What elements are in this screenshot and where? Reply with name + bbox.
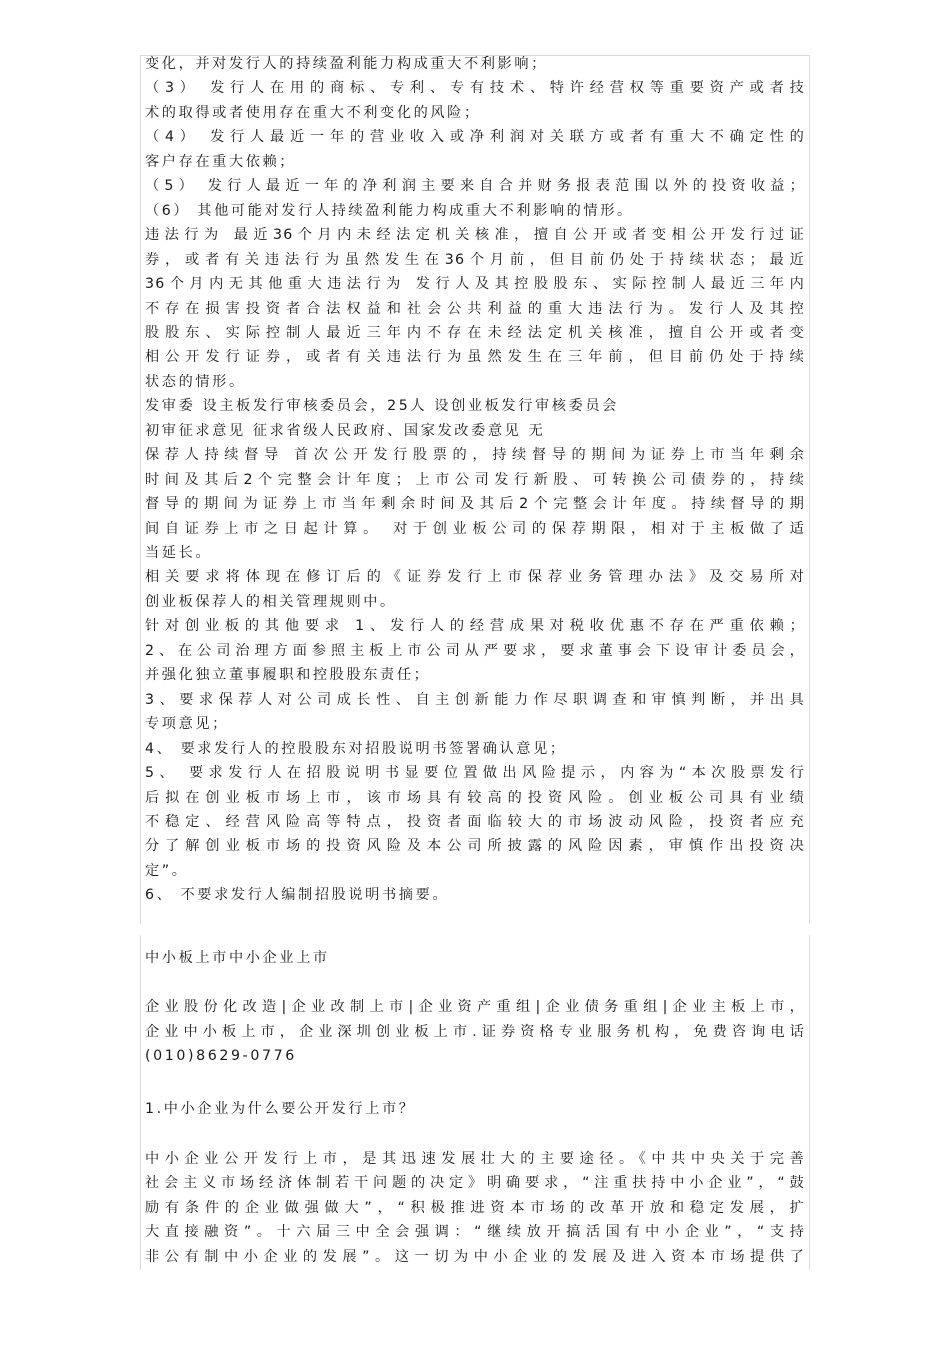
paragraph-line: 非公有制中小企业的发展”。这一切为中小企业的发展及进入资本市场提供了: [145, 1248, 805, 1265]
text-line: 4、 要求发行人的控股股东对招股说明书签署确认意见；: [145, 740, 567, 757]
text-line: 发审委 设主板发行审核委员会，25人 设创业板发行审核委员会: [145, 398, 619, 415]
text-line: 客户存在重大依赖；: [145, 153, 297, 170]
paragraph-line: 中小企业公开发行上市，是其迅速发展壮大的主要途径。《中共中央关于完善: [145, 1151, 805, 1167]
text-line: 创业板保荐人的相关管理规则中。: [145, 593, 397, 610]
text-line: 36个月内无其他重大违法行为 发行人及其控股股东、实际控制人最近三年内: [145, 276, 805, 293]
text-line: 定”。: [145, 862, 189, 879]
text-line: （5） 发行人最近一年的净利润主要来自合并财务报表范围以外的投资收益；: [145, 178, 805, 195]
paragraph-line: 励有条件的企业做强做大”，“积极推进资本市场的改革开放和稳定发展，扩: [145, 1199, 805, 1216]
text-line: 专项意见；: [145, 716, 229, 733]
text-line: （4） 发行人最近一年的营业收入或净利润对关联方或者有重大不确定性的: [145, 129, 805, 146]
text-line: 初审征求意见 征求省级人民政府、国家发改委意见 无: [145, 422, 546, 439]
paragraph-line: 社会主义市场经济体制若干问题的决定》明确要求，“注重扶持中小企业”，“鼓: [145, 1175, 805, 1192]
ad-line: 企业股份化改造|企业改制上市|企业资产重组|企业债务重组|企业主板上市，: [145, 999, 805, 1015]
text-line: 当延长。: [145, 545, 213, 561]
text-line: 违法行为 最近36个月内未经法定机关核准，擅自公开或者变相公开发行过证: [145, 227, 805, 244]
text-line: 状态的情形。: [145, 373, 246, 390]
text-line: 术的取得或者使用存在重大不利变化的风险；: [145, 104, 481, 121]
text-line: （6） 其他可能对发行人持续盈利能力构成重大不利影响的情形。: [145, 202, 634, 219]
question-heading: 1.中小企业为什么要公开发行上市？: [145, 1101, 416, 1117]
section-heading: 中小板上市中小企业上市: [145, 950, 330, 966]
text-line: 相公开发行证券，或者有关违法行为虽然发生在三年前，但目前仍处于持续: [145, 349, 805, 366]
text-line: 3、要求保荐人对公司成长性、自主创新能力作尽职调查和审慎判断，并出具: [145, 691, 805, 708]
text-line: 并强化独立董事履职和控股股东责任；: [145, 667, 431, 684]
ad-line: 企业中小板上市，企业深圳创业板上市.证券资格专业服务机构，免费咨询电话: [145, 1023, 805, 1040]
text-line: 不稳定、经营风险高等特点，投资者面临较大的市场波动风险，投资者应充: [145, 813, 805, 830]
paragraph-line: 大直接融资”。十六届三中全会强调：“继续放开搞活国有中小企业”，“支持: [145, 1224, 805, 1241]
text-line: 保荐人持续督导 首次公开发行股票的，持续督导的期间为证券上市当年剩余: [145, 447, 805, 464]
text-line: 2、在公司治理方面参照主板上市公司从严要求，要求董事会下设审计委员会，: [145, 642, 805, 659]
text-line: 时间及其后2个完整会计年度；上市公司发行新股、可转换公司债券的，持续: [145, 471, 805, 488]
text-line: 券，或者有关违法行为虽然发生在36个月前，但目前仍处于持续状态；最近: [145, 251, 805, 268]
text-line: 后拟在创业板市场上市，该市场具有较高的投资风险。创业板公司具有业绩: [145, 789, 805, 806]
text-line: （3） 发行人在用的商标、专利、专有技术、特许经营权等重要资产或者技: [145, 80, 805, 97]
text-line: 针对创业板的其他要求 1、发行人的经营成果对税收优惠不存在严重依赖；: [145, 618, 805, 635]
text-line: 6、 不要求发行人编制招股说明书摘要。: [145, 887, 450, 904]
text-line: 相关要求将体现在修订后的《证券发行上市保荐业务管理办法》及交易所对: [145, 569, 805, 586]
text-line: 变化，并对发行人的持续盈利能力构成重大不利影响；: [145, 56, 548, 72]
text-line: 不存在损害投资者合法权益和社会公共利益的重大违法行为。发行人及其控: [145, 300, 805, 317]
text-line: 5、 要求发行人在招股说明书显要位置做出风险提示，内容为“本次股票发行: [145, 765, 805, 782]
ad-line: (010)8629-0776: [145, 1048, 297, 1064]
text-line: 股股东、实际控制人最近三年内不存在未经法定机关核准，擅自公开或者变: [145, 324, 805, 341]
text-line: 分了解创业板市场的投资风险及本公司所披露的风险因素，审慎作出投资决: [145, 838, 805, 855]
text-line: 督导的期间为证券上市当年剩余时间及其后2个完整会计年度。持续督导的期: [145, 496, 805, 513]
text-line: 间自证券上市之日起计算。 对于创业板公司的保荐期限，相对于主板做了适: [145, 520, 805, 537]
